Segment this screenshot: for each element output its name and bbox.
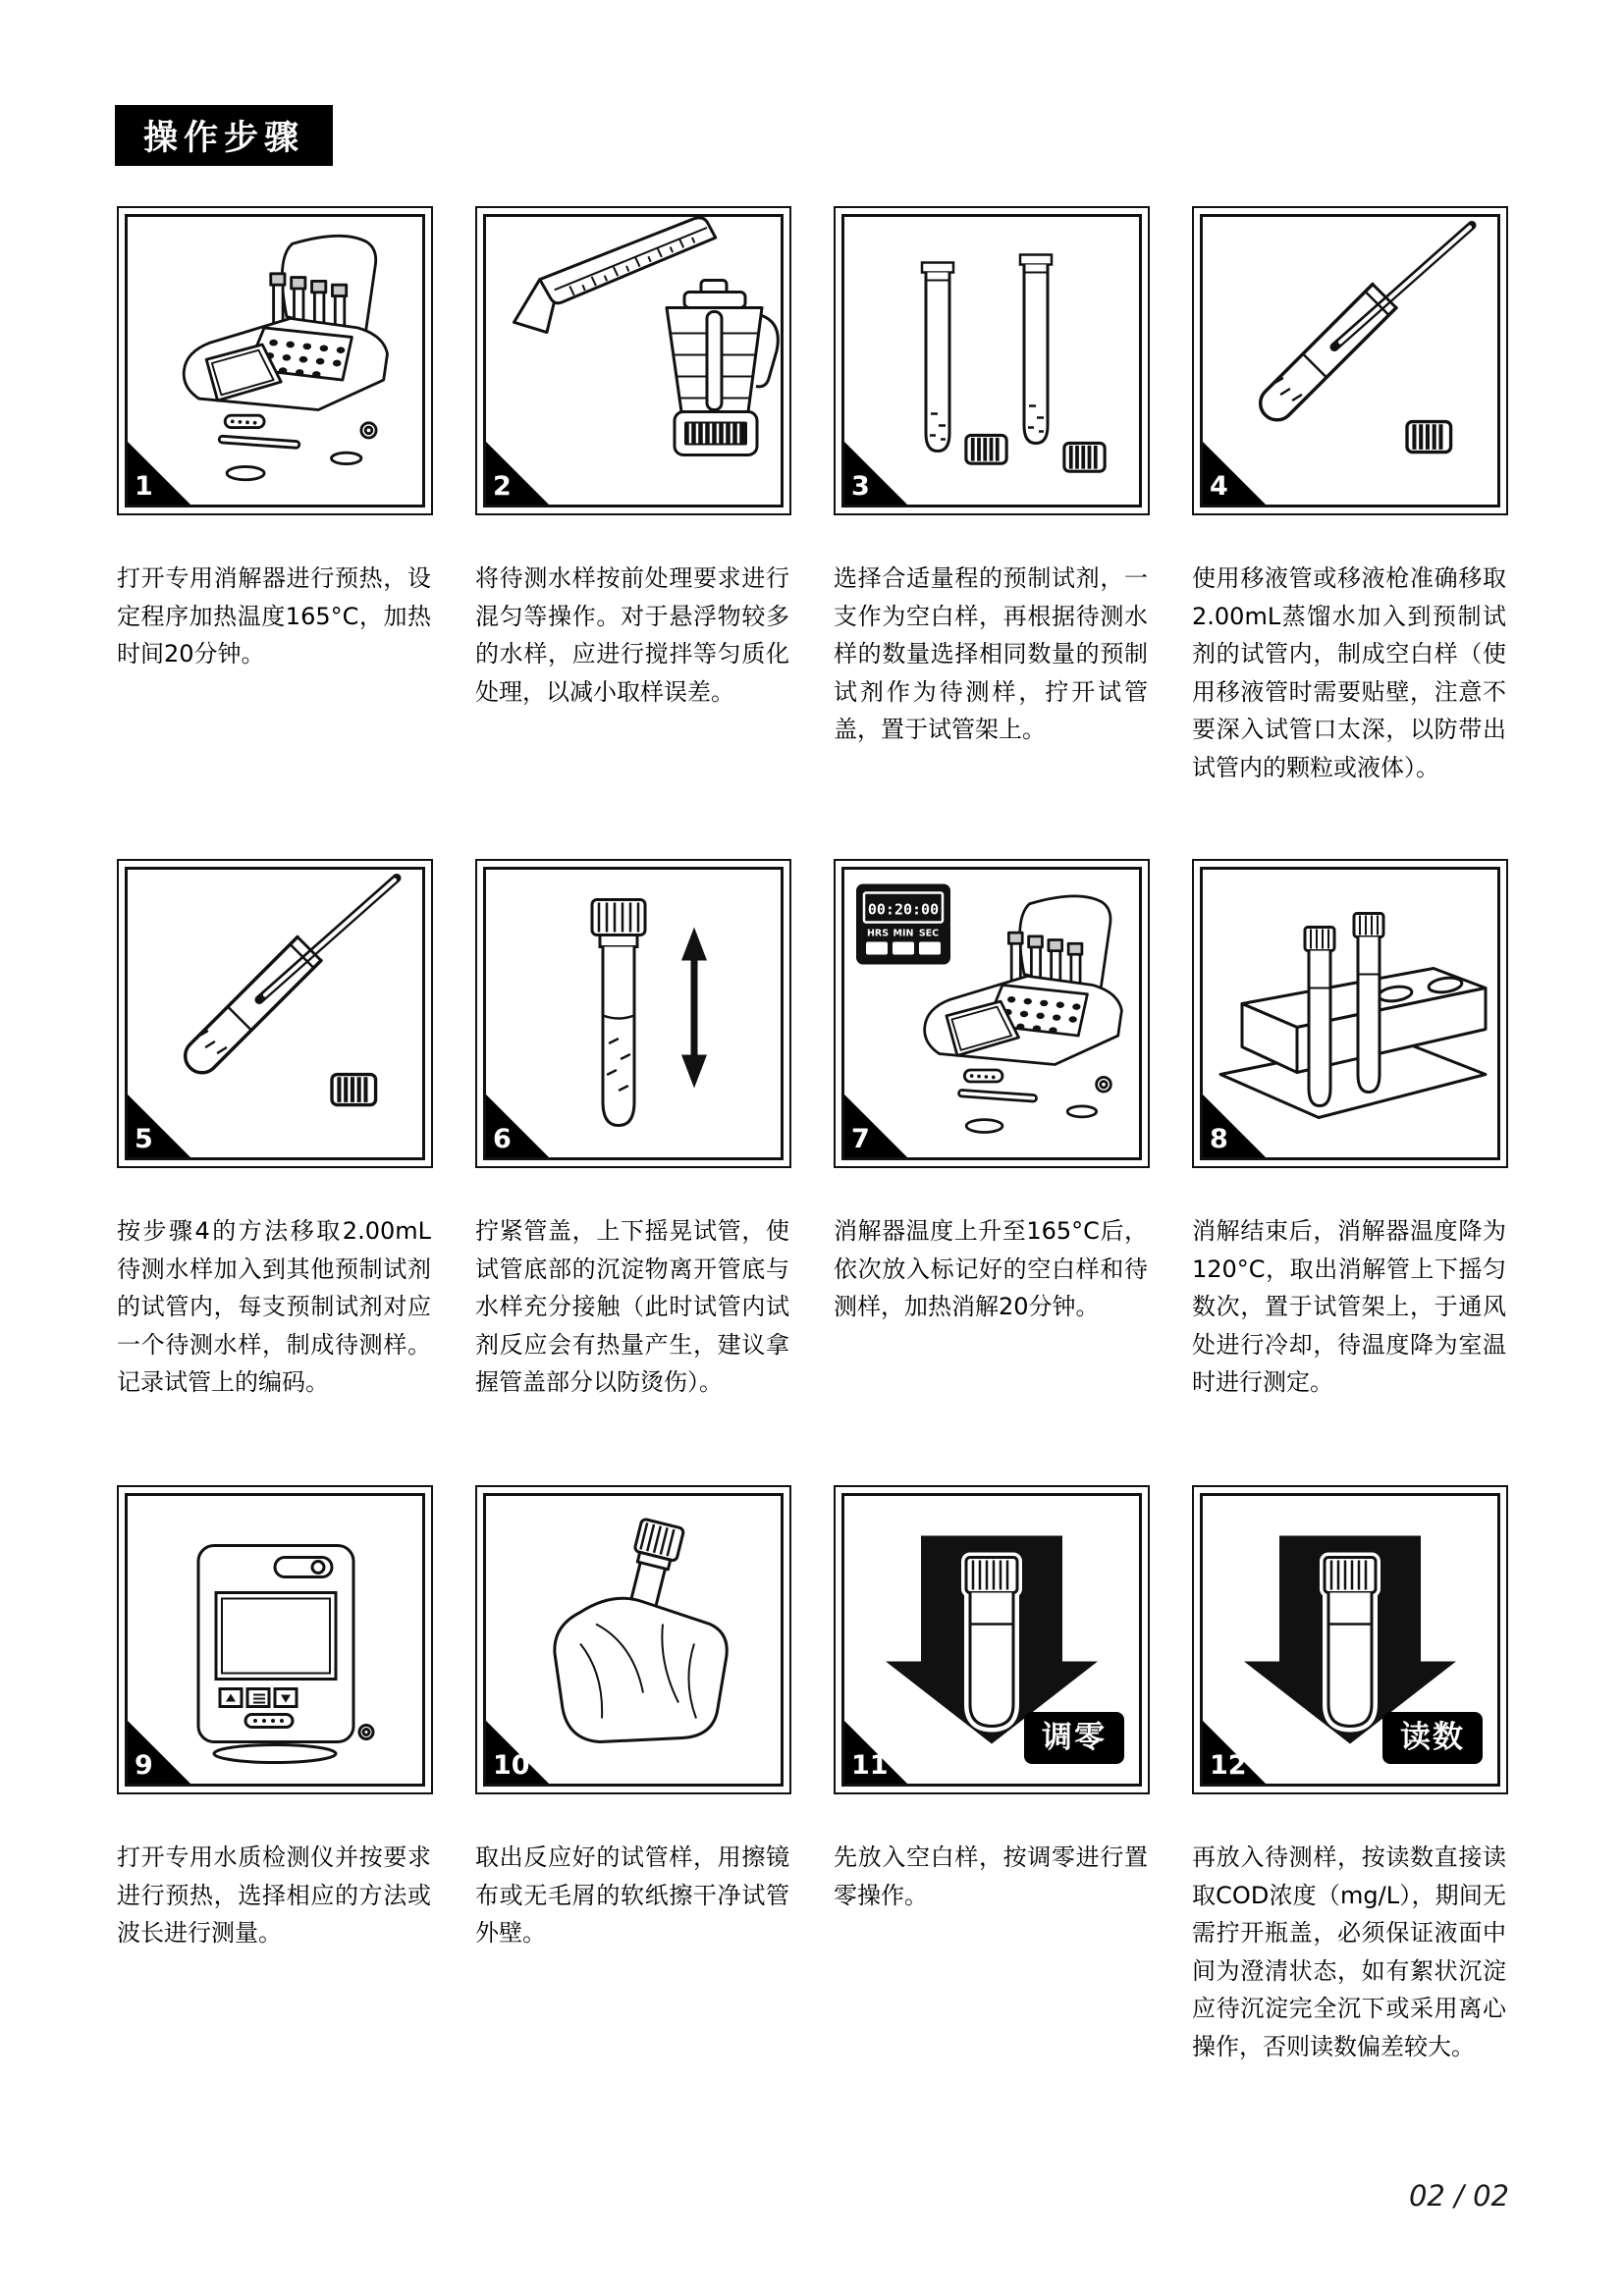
step-text: 使用移液管或移液枪准确移取2.00mL蒸馏水加入到预制试剂的试管内，制成空白样（使用移液管时需要贴壁，注意不要深入试管口太深，以防带出试管内的颗粒或液体）。 (1192, 564, 1506, 781)
step-illustration-box: 00:20:00 HRS MIN SEC 7 (834, 859, 1150, 1168)
step-text: 再放入待测样，按读数直接读取COD浓度（mg/L），期间无需拧开瓶盖，必须保证液面中间为澄清状态，如有絮状沉淀应待沉淀完全沉下或采用离心操作，否则读数偏差较大。 (1192, 1843, 1506, 2060)
step-5-cell (117, 859, 433, 1402)
zero-button-label: 调零 (1024, 1712, 1124, 1764)
step-illustration-box: 2 (475, 206, 791, 515)
step-illustration-box: 6 (475, 859, 791, 1168)
step-1-cell (117, 206, 433, 786)
timer-unit-sec: SEC (918, 928, 940, 939)
step-2-cell (475, 206, 791, 786)
step-text: 消解结束后，消解器温度降为120°C，取出消解管上下摇匀数次，置于试管架上，于通风处进行冷却，待温度降为室温时进行测定。 (1192, 1217, 1506, 1396)
step-illustration-box: 9 (117, 1485, 433, 1794)
steps-row-1 (117, 206, 1508, 786)
timer-unit-hrs: HRS (866, 928, 890, 939)
page-title: 操作步骤 (115, 105, 333, 166)
step-illustration-box: 8 (1192, 859, 1508, 1168)
step-illustration-box: 10 (475, 1485, 791, 1794)
step-9-cell (117, 1485, 433, 2065)
read-button-label: 读数 (1382, 1712, 1483, 1764)
step-text: 将待测水样按前处理要求进行混匀等操作。对于悬浮物较多的水样，应进行搅拌等匀质化处理，以减小取样误差。 (475, 564, 789, 706)
step-text: 取出反应好的试管样，用擦镜布或无毛屑的软纸擦干净试管外壁。 (475, 1843, 789, 1947)
step-illustration-box: 读数 12 (1192, 1485, 1508, 1794)
step-8-cell (1192, 859, 1508, 1402)
step-text: 拧紧管盖，上下摇晃试管，使试管底部的沉淀物离开管底与水样充分接触（此时试管内试剂反应会有热量产生，建议拿握管盖部分以防烫伤）。 (475, 1217, 789, 1396)
steps-row-3 (117, 1485, 1508, 2065)
step-6-cell (475, 859, 791, 1402)
step-text: 打开专用消解器进行预热，设定程序加热温度165°C，加热时间20分钟。 (117, 564, 431, 667)
step-4-cell (1192, 206, 1508, 786)
step-illustration-box: 5 (117, 859, 433, 1168)
step-illustration-box: 调零 11 (834, 1485, 1150, 1794)
step-text: 先放入空白样，按调零进行置零操作。 (834, 1843, 1148, 1909)
step-illustration-box: 3 (834, 206, 1150, 515)
timer-unit-min: MIN (893, 928, 914, 939)
timer-time: 00:20:00 (867, 900, 940, 919)
steps-row-2 (117, 859, 1508, 1402)
step-3-cell (834, 206, 1150, 786)
step-10-cell (475, 1485, 791, 2065)
step-12-cell (1192, 1485, 1508, 2065)
step-text: 选择合适量程的预制试剂，一支作为空白样，再根据待测水样的数量选择相同数量的预制试剂作为待测样，拧开试管盖，置于试管架上。 (834, 564, 1148, 743)
step-illustration-box: 4 (1192, 206, 1508, 515)
step-text: 消解器温度上升至165°C后，依次放入标记好的空白样和待测样，加热消解20分钟。 (834, 1217, 1148, 1320)
step-illustration-box: 1 (117, 206, 433, 515)
step-text: 打开专用水质检测仪并按要求进行预热，选择相应的方法或波长进行测量。 (117, 1843, 431, 1947)
page-number: 02 / 02 (1408, 2179, 1509, 2213)
countdown-timer-display (856, 884, 950, 965)
step-text: 按步骤4的方法移取2.00mL待测水样加入到其他预制试剂的试管内，每支预制试剂对应一个待测水样，制成待测样。记录试管上的编码。 (117, 1217, 431, 1396)
step-7-cell (834, 859, 1150, 1402)
step-11-cell (834, 1485, 1150, 2065)
